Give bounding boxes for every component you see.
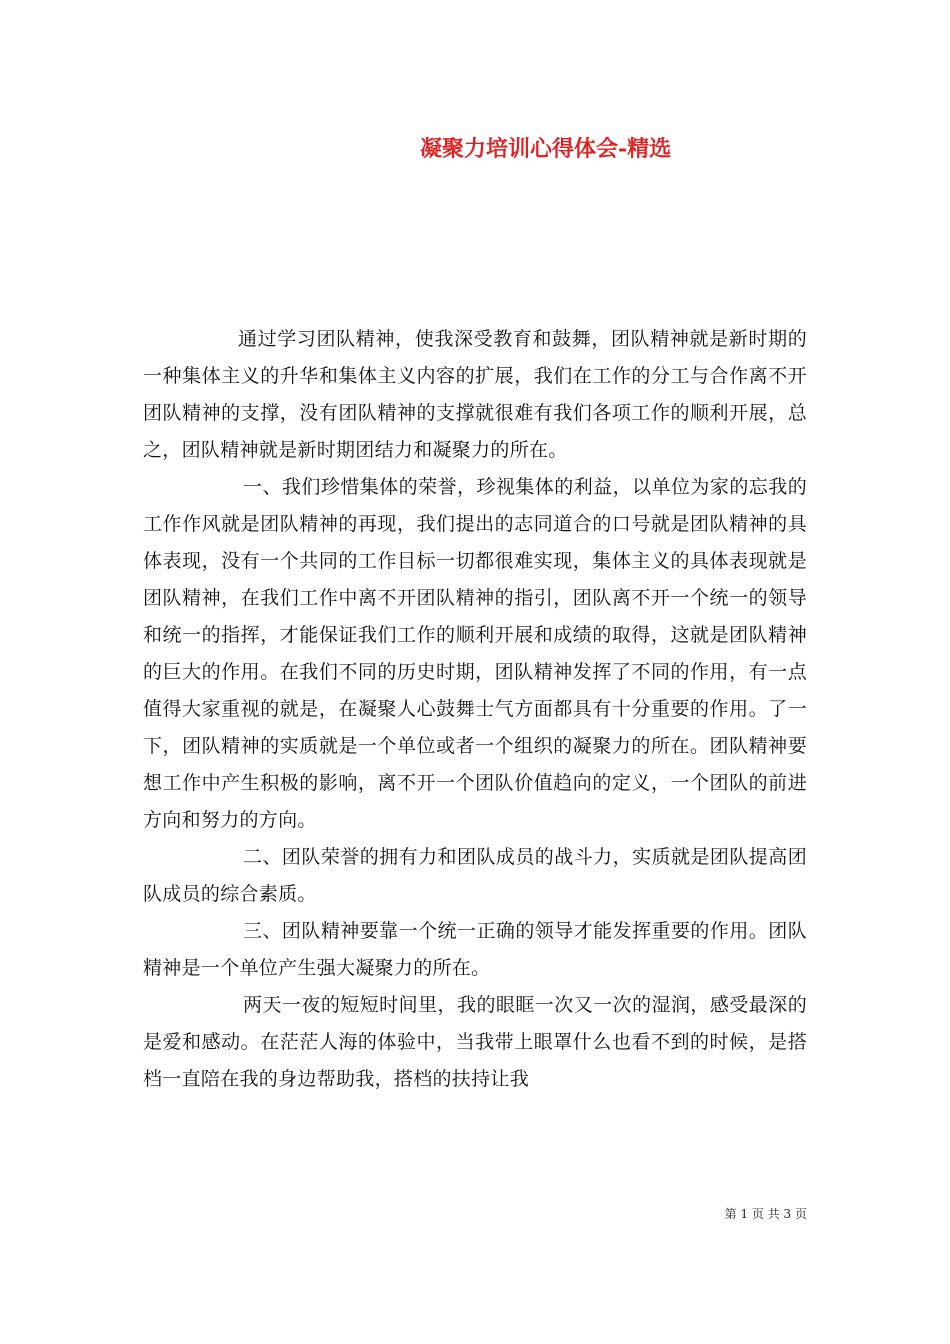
paragraph-point-three: 三、团队精神要靠一个统一正确的领导才能发挥重要的作用。团队精神是一个单位产生强大凝聚力的所在。: [143, 920, 807, 979]
paragraph-point-one: 一、我们珍惜集体的荣誉，珍视集体的利益，以单位为家的忘我的工作作风就是团队精神的再现，我们提出的志同道合的口号就是团队精神的具体表现，没有一个共同的工作目标一切都很难实现，集体主义的具体表现就是团队精神，在我们工作中离不开团队精神的指引，团队离不开一个统一的领导和统一的指挥，才能保证我们工作的顺利开展和成绩的取得，这就是团队精神的巨大的作用。在我们不同的历史时期，团队精神发挥了不同的作用，有一点值得大家重视的就是，在凝聚人心鼓舞士气方面都具有十分重要的作用。了一下，团队精神的实质就是一个单位或者一个组织的凝聚力的所在。团队精神要想工作中产生积极的影响，离不开一个团队价值趋向的定义，一个团队的前进方向和努力的方向。: [143, 476, 807, 831]
document-title: 凝聚力培训心得体会-精选: [420, 136, 672, 162]
document-body: [143, 321, 807, 1098]
paragraph-intro: 通过学习团队精神，使我深受教育和鼓舞，团队精神就是新时期的一种集体主义的升华和集体主义内容的扩展，我们在工作的分工与合作离不开团队精神的支撑，没有团队精神的支撑就很难有我们各项工作的顺利开展，总之，团队精神就是新时期团结力和凝聚力的所在。: [143, 328, 807, 461]
paragraph-point-two: 二、团队荣誉的拥有力和团队成员的战斗力，实质就是团队提高团队成员的综合素质。: [143, 846, 807, 905]
page-number-footer: 第 1 页 共 3 页: [724, 1207, 807, 1221]
paragraph-experience: 两天一夜的短短时间里，我的眼眶一次又一次的湿润，感受最深的是爱和感动。在茫茫人海的体验中，当我带上眼罩什么也看不到的时候，是搭档一直陪在我的身边帮助我，搭档的扶持让我: [143, 994, 807, 1090]
